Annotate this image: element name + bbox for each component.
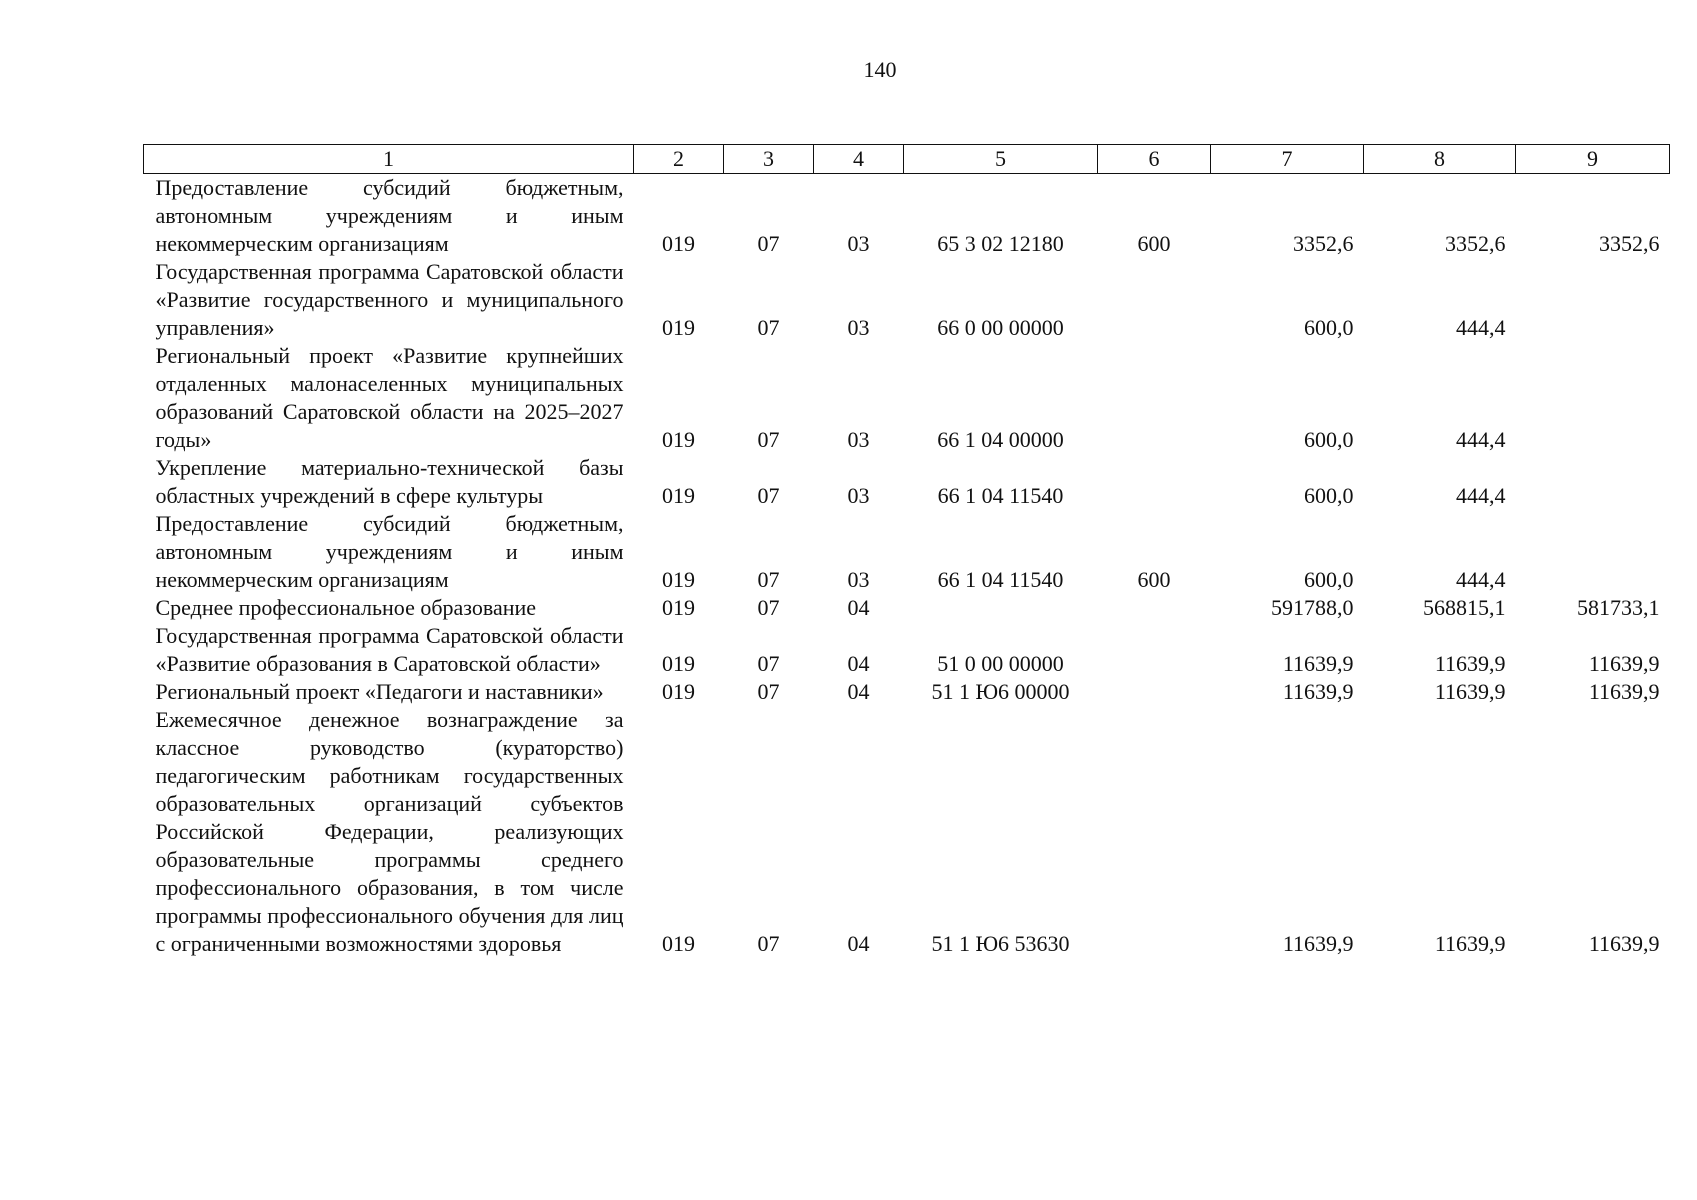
- section-code: 07: [757, 595, 780, 620]
- expense-type-code: 600: [1137, 567, 1171, 592]
- amount-column-7: 11639,9: [1282, 651, 1354, 676]
- grbs-code: 019: [662, 931, 695, 956]
- table-row: [144, 342, 1670, 454]
- amount-column-7: 3352,6: [1293, 231, 1354, 256]
- expense-type-code: [1098, 342, 1211, 454]
- target-article-code: 66 0 00 00000: [937, 315, 1064, 340]
- column-header: 8: [1364, 145, 1516, 174]
- amount-column-8: 11639,9: [1434, 651, 1506, 676]
- grbs-code: 019: [662, 567, 695, 592]
- section-code: 07: [757, 567, 780, 592]
- grbs-code: 019: [662, 483, 695, 508]
- row-name: Региональный проект «Педагоги и наставники»: [155, 679, 604, 704]
- amount-column-7: 600,0: [1304, 427, 1354, 452]
- expense-type-code: [1098, 706, 1211, 958]
- amount-column-8: 11639,9: [1434, 931, 1506, 956]
- expense-type-code: [1098, 454, 1211, 510]
- grbs-code: 019: [662, 651, 695, 676]
- target-article-code: 66 1 04 11540: [937, 483, 1064, 508]
- amount-column-7: 600,0: [1304, 315, 1354, 340]
- section-code: 07: [757, 483, 780, 508]
- grbs-code: 019: [662, 679, 695, 704]
- table-row: [144, 454, 1670, 510]
- row-name: Укрепление материально-технической базы областных учреждений в сфере культуры: [155, 455, 624, 508]
- column-header: 6: [1098, 145, 1211, 174]
- target-article-code: 51 0 00 00000: [937, 651, 1064, 676]
- section-code: 07: [757, 651, 780, 676]
- target-article-code: 66 1 04 00000: [937, 427, 1064, 452]
- table-row: [144, 678, 1670, 706]
- subsection-code: 04: [847, 679, 870, 704]
- amount-column-8: 444,4: [1456, 315, 1506, 340]
- column-header: 3: [724, 145, 814, 174]
- amount-column-8: 568815,1: [1423, 595, 1506, 620]
- expense-type-code: [1098, 678, 1211, 706]
- section-code: 07: [757, 315, 780, 340]
- table-row: [144, 174, 1670, 259]
- target-article-code: [904, 594, 1098, 622]
- column-header: 4: [814, 145, 904, 174]
- amount-column-7: 11639,9: [1282, 931, 1354, 956]
- expense-type-code: [1098, 594, 1211, 622]
- section-code: 07: [757, 679, 780, 704]
- amount-column-8: 444,4: [1456, 427, 1506, 452]
- table-row: [144, 706, 1670, 958]
- row-name: Среднее профессиональное образование: [155, 595, 537, 620]
- row-name: Предоставление субсидий бюджетным, автономным учреждениям и иным некоммерческим организациям: [155, 175, 624, 256]
- amount-column-9: [1516, 258, 1670, 342]
- subsection-code: 03: [847, 315, 870, 340]
- column-header: 1: [144, 145, 634, 174]
- amount-column-8: 3352,6: [1445, 231, 1506, 256]
- column-header: 5: [904, 145, 1098, 174]
- subsection-code: 03: [847, 483, 870, 508]
- page-number: 140: [863, 57, 897, 82]
- subsection-code: 04: [847, 651, 870, 676]
- amount-column-9: [1516, 454, 1670, 510]
- budget-table: [143, 144, 1670, 958]
- grbs-code: 019: [662, 595, 695, 620]
- table-row: [144, 510, 1670, 594]
- amount-column-9: 11639,9: [1588, 651, 1660, 676]
- amount-column-7: 11639,9: [1282, 679, 1354, 704]
- amount-column-8: 11639,9: [1434, 679, 1506, 704]
- amount-column-9: 11639,9: [1588, 931, 1660, 956]
- table-row: [144, 594, 1670, 622]
- subsection-code: 04: [847, 595, 870, 620]
- section-code: 07: [757, 931, 780, 956]
- amount-column-9: 3352,6: [1599, 231, 1660, 256]
- row-name: Предоставление субсидий бюджетным, автономным учреждениям и иным некоммерческим организациям: [155, 511, 624, 592]
- grbs-code: 019: [662, 231, 695, 256]
- amount-column-7: 591788,0: [1271, 595, 1354, 620]
- row-name: Региональный проект «Развитие крупнейших отдаленных малонаселенных муниципальных образований Саратовской области на 2025–2027 годы»: [155, 343, 624, 452]
- row-name: Государственная программа Саратовской области «Развитие государственного и муниципального управления»: [155, 259, 624, 340]
- subsection-code: 03: [847, 427, 870, 452]
- column-header: 7: [1211, 145, 1364, 174]
- expense-type-code: [1098, 258, 1211, 342]
- table-row: [144, 622, 1670, 678]
- row-name: Государственная программа Саратовской области «Развитие образования в Саратовской области»: [155, 623, 624, 676]
- row-name: Ежемесячное денежное вознаграждение за классное руководство (кураторство) педагогическим работникам государственных образовательных организаций субъектов Российской Федерации, реализующих образовательные программы среднего профессионального образования, в том числе программы профессионального обучения для лиц с ограниченными возможностями здоровья: [155, 707, 624, 956]
- subsection-code: 04: [847, 931, 870, 956]
- target-article-code: 66 1 04 11540: [937, 567, 1064, 592]
- column-header: 9: [1516, 145, 1670, 174]
- column-number-row: [144, 145, 1670, 174]
- amount-column-9: 581733,1: [1577, 595, 1660, 620]
- expense-type-code: [1098, 622, 1211, 678]
- column-header: 2: [634, 145, 724, 174]
- grbs-code: 019: [662, 315, 695, 340]
- amount-column-9: [1516, 510, 1670, 594]
- section-code: 07: [757, 231, 780, 256]
- target-article-code: 51 1 Ю6 53630: [931, 931, 1070, 956]
- expense-type-code: 600: [1137, 231, 1171, 256]
- target-article-code: 51 1 Ю6 00000: [931, 679, 1070, 704]
- amount-column-8: 444,4: [1456, 567, 1506, 592]
- amount-column-7: 600,0: [1304, 483, 1354, 508]
- table-row: [144, 258, 1670, 342]
- section-code: 07: [757, 427, 780, 452]
- target-article-code: 65 3 02 12180: [937, 231, 1064, 256]
- grbs-code: 019: [662, 427, 695, 452]
- subsection-code: 03: [847, 567, 870, 592]
- amount-column-9: 11639,9: [1588, 679, 1660, 704]
- subsection-code: 03: [847, 231, 870, 256]
- amount-column-9: [1516, 342, 1670, 454]
- amount-column-7: 600,0: [1304, 567, 1354, 592]
- amount-column-8: 444,4: [1456, 483, 1506, 508]
